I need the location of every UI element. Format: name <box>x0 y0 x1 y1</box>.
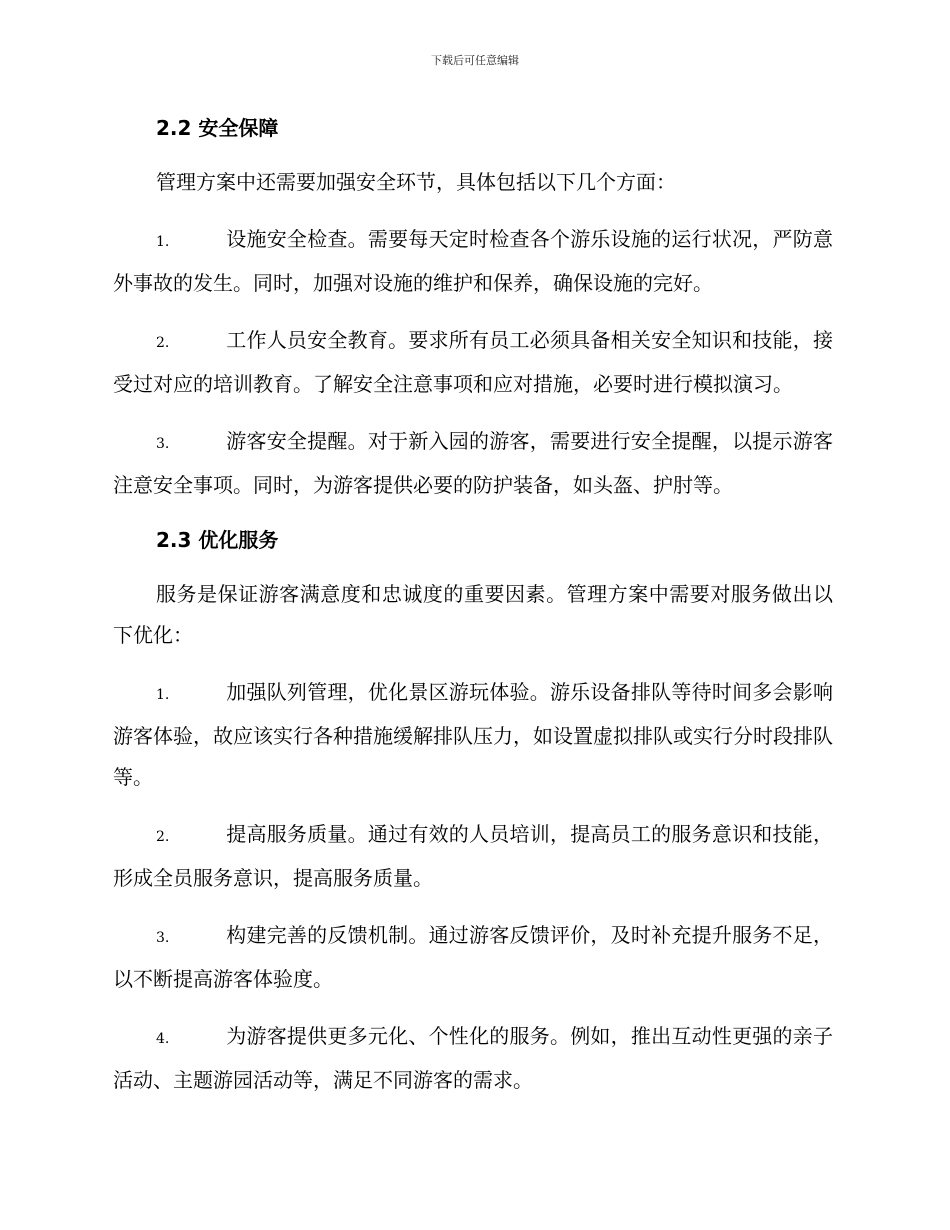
page-header: 下载后可任意编辑 <box>431 54 519 67</box>
list-item-number: 1. <box>156 234 170 250</box>
list-item-number: 3. <box>156 930 170 946</box>
list-item <box>113 814 833 899</box>
list-item-number: 1. <box>156 687 170 703</box>
list-item <box>113 320 833 405</box>
section-heading-service: 2.3 优化服务 <box>156 528 279 552</box>
list-item-text: 提高服务质量。通过有效的人员培训，提高员工的服务意识和技能，形成全员服务意识，提高服务质量。 <box>113 822 833 890</box>
document-body <box>113 108 833 1101</box>
section-intro-safety: 管理方案中还需要加强安全环节，具体包括以下几个方面： <box>156 170 676 194</box>
section-heading-safety: 2.2 安全保障 <box>156 116 279 140</box>
list-item-text: 设施安全检查。需要每天定时检查各个游乐设施的运行状况，严防意外事故的发生。同时，加强对设施的维护和保养，确保设施的完好。 <box>113 227 833 295</box>
list-item-text: 为游客提供更多元化、个性化的服务。例如，推出互动性更强的亲子活动、主题游园活动等，满足不同游客的需求。 <box>113 1024 833 1092</box>
list-item-text: 构建完善的反馈机制。通过游客反馈评价，及时补充提升服务不足，以不断提高游客体验度。 <box>113 923 833 991</box>
list-item-text: 加强队列管理，优化景区游玩体验。游乐设备排队等待时间多会影响游客体验，故应该实行各种措施缓解排队压力，如设置虚拟排队或实行分时段排队等。 <box>113 680 833 789</box>
list-item-text: 工作人员安全教育。要求所有员工必须具备相关安全知识和技能，接受过对应的培训教育。了解安全注意事项和应对措施，必要时进行模拟演习。 <box>113 328 833 396</box>
list-item <box>113 1016 833 1101</box>
list-item-text: 游客安全提醒。对于新入园的游客，需要进行安全提醒，以提示游客注意安全事项。同时，为游客提供必要的防护装备，如头盔、护肘等。 <box>113 429 833 497</box>
section-intro-service: 服务是保证游客满意度和忠诚度的重要因素。管理方案中需要对服务做出以下优化： <box>113 582 833 647</box>
list-item-number: 2. <box>156 335 170 351</box>
list-item-number: 2. <box>156 829 170 845</box>
list-item <box>113 915 833 1000</box>
list-item <box>113 672 833 798</box>
list-item-number: 4. <box>156 1031 170 1047</box>
list-item <box>113 421 833 506</box>
list-item-number: 3. <box>156 436 170 452</box>
list-item <box>113 219 833 304</box>
